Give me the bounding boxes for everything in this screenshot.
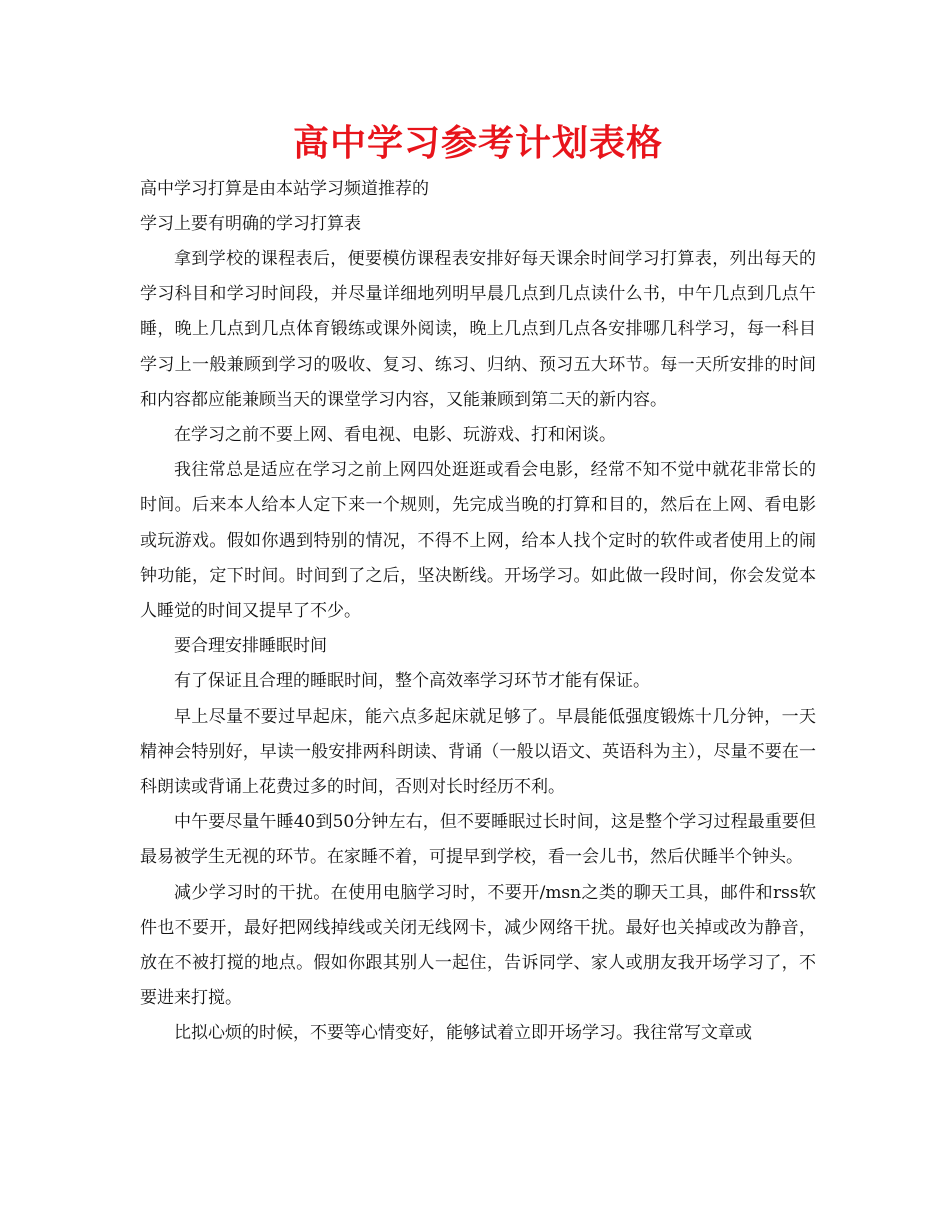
- paragraph-no-distractions: 在学习之前不要上网、看电视、电影、玩游戏、打和闲谈。: [174, 425, 616, 446]
- paragraph-sleep-heading: 要合理安排睡眠时间: [174, 636, 327, 657]
- document-title: 高中学习参考计划表格: [292, 123, 663, 164]
- paragraph-habit: 我往常总是适应在学习之前上网四处逛逛或看会电影，经常不知不觉中就花非常长的时间。后来本人给本人定下来一个规则，先完成当晚的打算和目的，然后在上网、看电影或玩游戏。假如你遇到特别的情况，不得不上网，给本人找个定时的软件或者使用上的闹钟功能，定下时间。时间到了之后，坚决断线。开场学习。如此做一段时间，你会发觉本人睡觉的时间又提早了不少。: [140, 460, 816, 622]
- paragraph-morning: 早上尽量不要过早起床，能六点多起床就足够了。早晨能低强度锻炼十几分钟，一天精神会特别好，早读一般安排两科朗读、背诵（一般以语文、英语科为主），尽量不要在一科朗读或背诵上花费过多的时间，否则对长时经历不利。: [140, 706, 816, 798]
- paragraph-sleep-guarantee: 有了保证且合理的睡眠时间，整个高效率学习环节才能有保证。: [174, 671, 650, 692]
- intro-line: 学习上要有明确的学习打算表: [140, 214, 361, 234]
- document-page: [140, 118, 816, 1052]
- intro-line: 高中学习打算是由本站学习频道推荐的: [140, 179, 429, 199]
- paragraph-mood: 比拟心烦的时候，不要等心情变好，能够试着立即开场学习。我往常写文章或: [174, 1023, 752, 1044]
- paragraph-reduce-interference: 减少学习时的干扰。在使用电脑学习时，不要开/msn之类的聊天工具，邮件和rss软件也不要开，最好把网线掉线或关闭无线网卡，减少网络干扰。最好也关掉或改为静音，放在不被打搅的地点。假如你跟其别人一起住，告诉同学、家人或朋友我开场学习了，不要进来打搅。: [140, 882, 816, 1009]
- paragraph-noon-nap: 中午要尽量午睡40到50分钟左右，但不要睡眠过长时间，这是整个学习过程最重要但最易被学生无视的环节。在家睡不着，可提早到学校，看一会儿书，然后伏睡半个钟头。: [140, 812, 816, 868]
- paragraph-study-plan: 拿到学校的课程表后，便要模仿课程表安排好每天课余时间学习打算表，列出每天的学习科目和学习时间段，并尽量详细地列明早晨几点到几点读什么书，中午几点到几点午睡，晚上几点到几点体育锻练或课外阅读，晚上几点到几点各安排哪几科学习，每一科目学习上一般兼顾到学习的吸收、复习、练习、归纳、预习五大环节。每一天所安排的时间和内容都应能兼顾当天的课堂学习内容，又能兼顾到第二天的新内容。: [140, 249, 816, 410]
